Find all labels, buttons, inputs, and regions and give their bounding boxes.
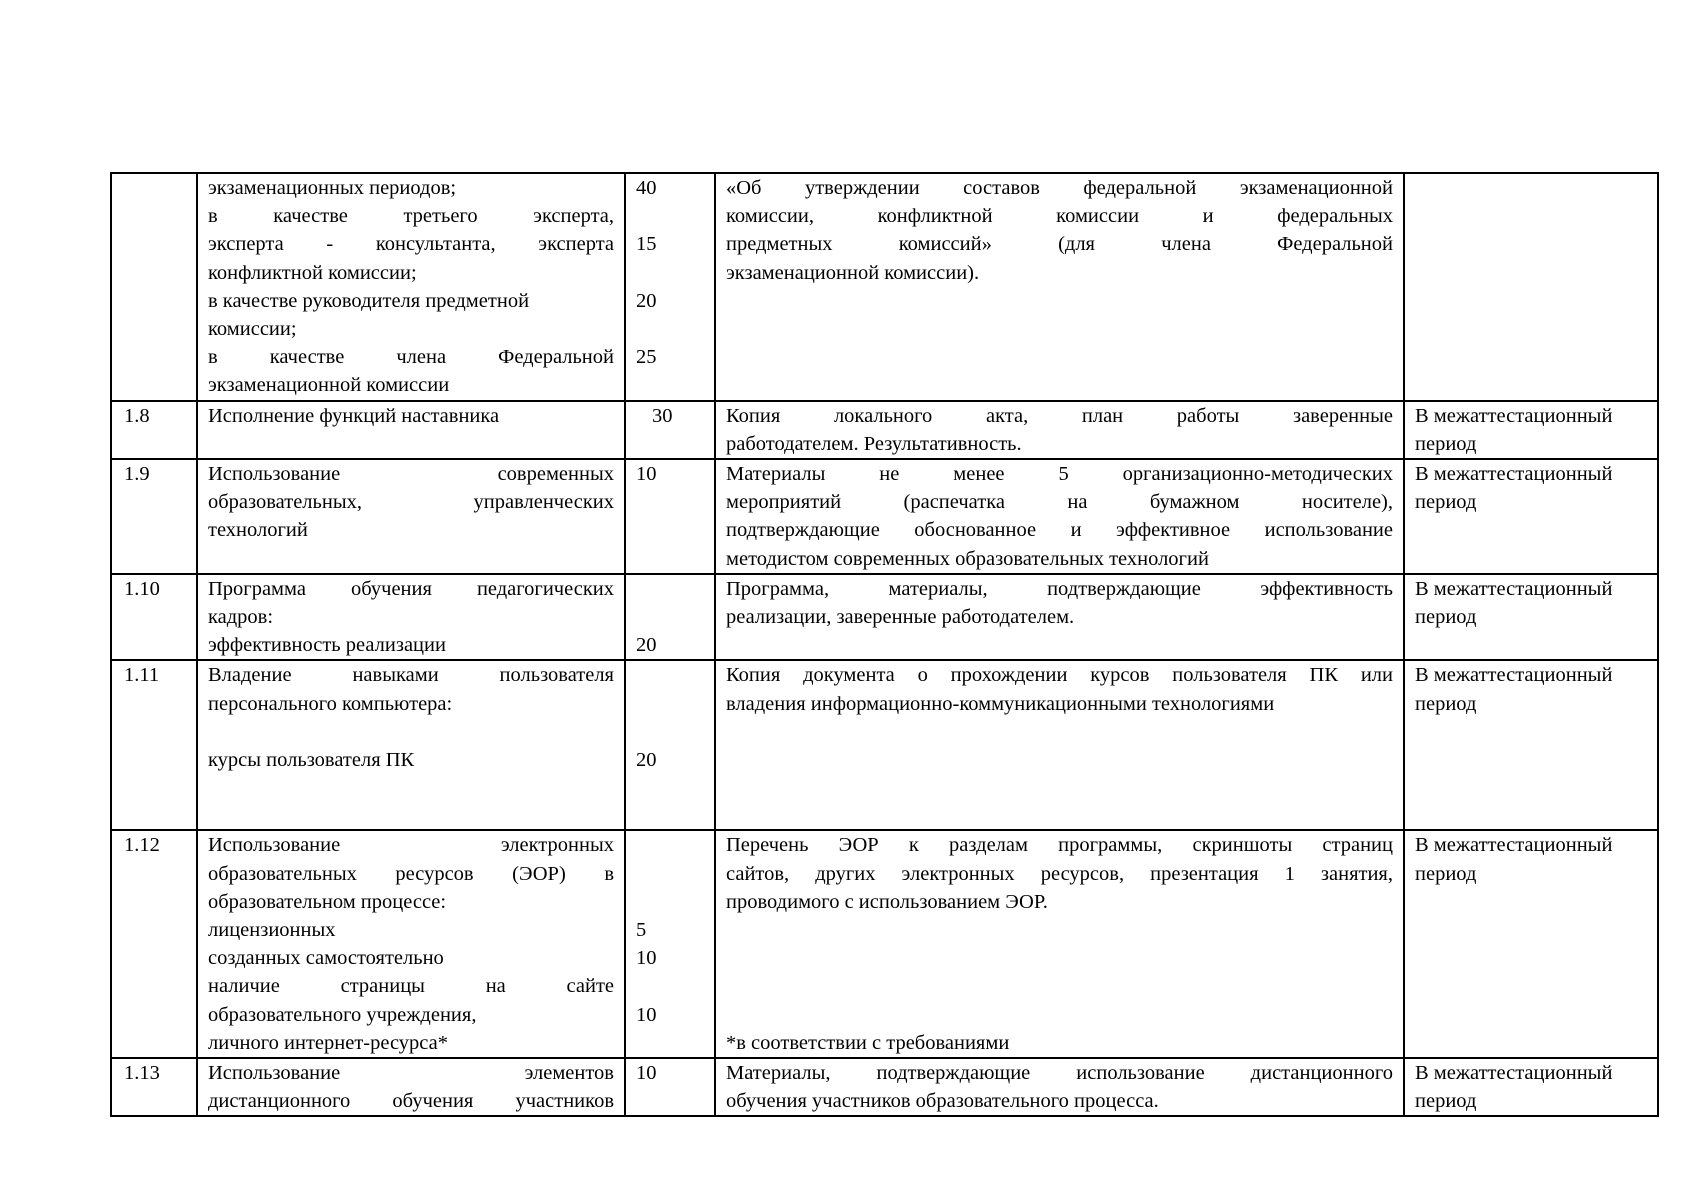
period-line: В межаттестационный bbox=[1415, 834, 1613, 857]
points-value-line bbox=[636, 690, 704, 718]
document-line: Перечень ЭОР к разделам программы, скриншоты страниц bbox=[726, 834, 1393, 857]
criterion-line: курсы пользователя ПК bbox=[208, 749, 415, 772]
document-line: подтверждающие обоснованное и эффективное использование bbox=[726, 519, 1393, 542]
document-line: работодателем. Результативность. bbox=[726, 432, 1022, 455]
table-row bbox=[111, 1058, 1658, 1116]
period-line: период bbox=[1415, 692, 1477, 715]
points-cell bbox=[625, 1058, 715, 1116]
row-number bbox=[124, 174, 186, 202]
table-row bbox=[111, 173, 1658, 401]
criterion-cell bbox=[197, 459, 625, 574]
points-value-line bbox=[636, 888, 704, 916]
row-number-cell bbox=[111, 574, 197, 661]
period-cell bbox=[1404, 173, 1658, 401]
documents-cell bbox=[715, 830, 1404, 1058]
points-cell bbox=[625, 173, 715, 401]
document-line: реализации, заверенные работодателем. bbox=[726, 606, 1075, 629]
criterion-cell bbox=[197, 173, 625, 401]
document-line: Копия документа о прохождении курсов пользователя ПК или bbox=[726, 664, 1393, 687]
points-value-line: 10 bbox=[636, 1062, 657, 1085]
period-line: В межаттестационный bbox=[1415, 404, 1613, 427]
criterion-cell bbox=[197, 830, 625, 1058]
period-cell bbox=[1404, 459, 1658, 574]
criterion-line: Использование элементов bbox=[208, 1062, 614, 1085]
row-number: 1.10 bbox=[124, 577, 160, 600]
document-line: комиссии, конфликтной комиссии и федеральных bbox=[726, 205, 1393, 228]
document-line: Программа, материалы, подтверждающие эффективность bbox=[726, 577, 1393, 600]
document-line bbox=[726, 944, 1393, 972]
criteria-table bbox=[110, 172, 1659, 1117]
criterion-line: эффективность реализации bbox=[208, 634, 446, 657]
period-cell bbox=[1404, 401, 1658, 459]
period-line: период bbox=[1415, 432, 1477, 455]
criterion-cell bbox=[197, 660, 625, 830]
period-line: В межаттестационный bbox=[1415, 1062, 1613, 1085]
points-value-line: 20 bbox=[636, 289, 657, 312]
period-line: В межаттестационный bbox=[1415, 463, 1613, 486]
points-value-line: 20 bbox=[636, 634, 657, 657]
points-value-line: 25 bbox=[636, 346, 657, 369]
criterion-line: образовательных, управленческих bbox=[208, 491, 614, 514]
points-value-line bbox=[636, 831, 704, 859]
row-number: 1.9 bbox=[124, 463, 150, 486]
criterion-line: Программа обучения педагогических bbox=[208, 577, 614, 600]
document-line bbox=[726, 916, 1393, 944]
period-line: период bbox=[1415, 862, 1477, 885]
documents-cell bbox=[715, 459, 1404, 574]
criterion-cell bbox=[197, 1058, 625, 1116]
document-line bbox=[726, 1001, 1393, 1029]
points-value-line bbox=[636, 202, 704, 230]
points-value-line bbox=[636, 603, 704, 631]
points-cell bbox=[625, 401, 715, 459]
table-row bbox=[111, 401, 1658, 459]
criterion-line: персонального компьютера: bbox=[208, 692, 453, 715]
period-line: В межаттестационный bbox=[1415, 577, 1613, 600]
criterion-cell bbox=[197, 574, 625, 661]
criterion-line: лицензионных bbox=[208, 919, 336, 942]
document-line: Материалы, подтверждающие использование дистанционного bbox=[726, 1062, 1393, 1085]
row-number-cell bbox=[111, 1058, 197, 1116]
document-line: Копия локального акта, план работы заверенные bbox=[726, 404, 1393, 427]
criterion-line: образовательном процессе: bbox=[208, 890, 447, 913]
documents-cell bbox=[715, 173, 1404, 401]
criterion-line: Исполнение функций наставника bbox=[208, 404, 500, 427]
points-cell bbox=[625, 574, 715, 661]
criterion-cell bbox=[197, 401, 625, 459]
criterion-line: экзаменационных периодов; bbox=[208, 177, 457, 199]
period-line: период bbox=[1415, 1090, 1477, 1113]
points-value-line: 10 bbox=[636, 463, 657, 486]
points-value-line: 30 bbox=[652, 404, 673, 427]
row-number-cell bbox=[111, 173, 197, 401]
documents-cell bbox=[715, 401, 1404, 459]
points-value-line: 10 bbox=[636, 1003, 657, 1026]
documents-cell bbox=[715, 1058, 1404, 1116]
row-number-cell bbox=[111, 459, 197, 574]
document-line bbox=[726, 972, 1393, 1000]
row-number-cell bbox=[111, 401, 197, 459]
row-number-cell bbox=[111, 830, 197, 1058]
document-line: методистом современных образовательных технологий bbox=[726, 547, 1209, 570]
criterion-line: наличие страницы на сайте bbox=[208, 975, 614, 998]
criterion-line: Использование электронных bbox=[208, 834, 614, 857]
points-value-line: 15 bbox=[636, 233, 657, 256]
points-cell bbox=[625, 830, 715, 1058]
table-row bbox=[111, 574, 1658, 661]
row-number: 1.13 bbox=[124, 1062, 160, 1085]
document-line: мероприятий (распечатка на бумажном носителе), bbox=[726, 491, 1393, 514]
period-cell bbox=[1404, 660, 1658, 830]
period-cell bbox=[1404, 1058, 1658, 1116]
document-line: экзаменационной комиссии). bbox=[726, 261, 980, 284]
document-line: владения информационно-коммуникационными технологиями bbox=[726, 692, 1275, 715]
row-number: 1.12 bbox=[124, 834, 160, 857]
points-value-line bbox=[636, 1029, 704, 1057]
criterion-line: Использование современных bbox=[208, 463, 614, 486]
criterion-line: комиссии; bbox=[208, 318, 297, 341]
row-number: 1.11 bbox=[124, 664, 160, 687]
document-line: обучения участников образовательного процесса. bbox=[726, 1090, 1159, 1113]
criterion-line: созданных самостоятельно bbox=[208, 947, 444, 970]
points-value-line bbox=[636, 371, 704, 399]
table-row bbox=[111, 459, 1658, 574]
criterion-line: образовательных ресурсов (ЭОР) в bbox=[208, 862, 614, 885]
document-line: проводимого с использованием ЭОР. bbox=[726, 890, 1048, 913]
period-line: период bbox=[1415, 491, 1477, 514]
row-number-cell bbox=[111, 660, 197, 830]
period-line: период bbox=[1415, 606, 1477, 629]
criterion-line: образовательного учреждения, bbox=[208, 1003, 477, 1026]
points-value-line bbox=[636, 575, 704, 603]
criterion-line bbox=[208, 718, 614, 746]
document-line: «Об утверждении составов федеральной экзаменационной bbox=[726, 177, 1393, 199]
table-body bbox=[111, 173, 1658, 1116]
points-value-line: 20 bbox=[636, 749, 657, 772]
table-row bbox=[111, 830, 1658, 1058]
criterion-line: экзаменационной комиссии bbox=[208, 374, 450, 397]
points-value-line: 5 bbox=[636, 919, 647, 942]
document-line: сайтов, других электронных ресурсов, презентация 1 занятия, bbox=[726, 862, 1393, 885]
criterion-line: конфликтной комиссии; bbox=[208, 261, 417, 284]
points-value-line bbox=[636, 718, 704, 746]
period-cell bbox=[1404, 574, 1658, 661]
row-number: 1.8 bbox=[124, 404, 150, 427]
period-line: В межаттестационный bbox=[1415, 664, 1613, 687]
period-cell bbox=[1404, 830, 1658, 1058]
document-line: Материалы не менее 5 организационно-методических bbox=[726, 463, 1393, 486]
criterion-line: Владение навыками пользователя bbox=[208, 664, 614, 687]
criterion-line: в качестве третьего эксперта, bbox=[208, 205, 614, 228]
points-value-line bbox=[636, 661, 704, 689]
criterion-line: в качестве руководителя предметной bbox=[208, 289, 530, 312]
criterion-line: кадров: bbox=[208, 606, 274, 629]
table-row bbox=[111, 660, 1658, 830]
document-line: предметных комиссий» (для члена Федеральной bbox=[726, 233, 1393, 256]
document-line: *в соответствии с требованиями bbox=[726, 1031, 1010, 1054]
criterion-line: технологий bbox=[208, 519, 308, 542]
points-cell bbox=[625, 459, 715, 574]
criterion-line: личного интернет-ресурса* bbox=[208, 1031, 448, 1054]
points-value-line: 10 bbox=[636, 947, 657, 970]
points-value-line: 40 bbox=[636, 177, 657, 199]
points-value-line bbox=[636, 972, 704, 1000]
criterion-line: в качестве члена Федеральной bbox=[208, 346, 614, 369]
criterion-line: дистанционного обучения участников bbox=[208, 1090, 614, 1113]
points-value-line bbox=[636, 315, 704, 343]
criterion-line: эксперта - консультанта, эксперта bbox=[208, 233, 614, 256]
documents-cell bbox=[715, 660, 1404, 830]
points-cell bbox=[625, 660, 715, 830]
points-value-line bbox=[636, 259, 704, 287]
points-value-line bbox=[636, 860, 704, 888]
documents-cell bbox=[715, 574, 1404, 661]
